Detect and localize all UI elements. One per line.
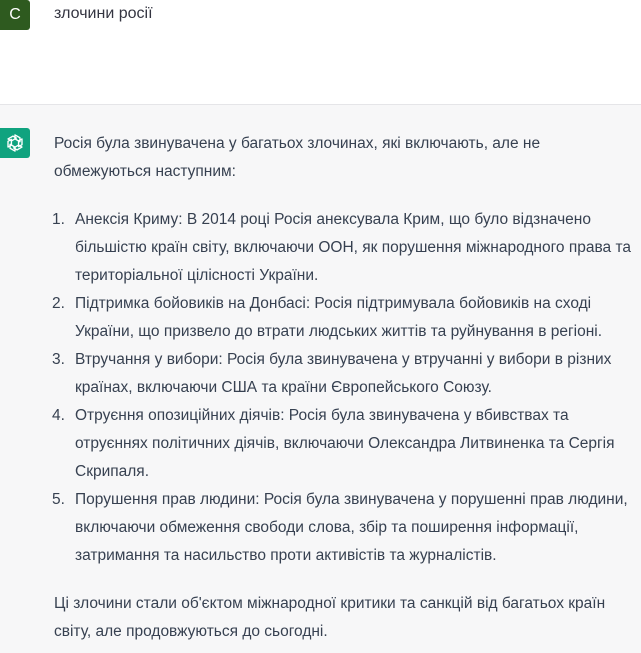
list-item-text: Порушення прав людини: Росія була звинувачена у порушенні прав людини, включаючи обмеження свободи слова, збір та поширення інформації, затримання та насильство проти активістів та журналістів. — [75, 491, 628, 564]
outro-paragraph: Ці злочини стали об'єктом міжнародної критики та санкцій від багатьох країн світу, але продовжуються до сьогодні. — [54, 595, 606, 640]
crime-list — [54, 206, 638, 570]
list-item — [54, 346, 638, 402]
user-message-text: злочини росії — [54, 5, 153, 22]
list-item-number: 1. — [52, 211, 65, 228]
list-item — [54, 290, 638, 346]
assistant-message-content — [54, 130, 638, 646]
list-item-text: Отруєння опозиційних діячів: Росія була звинувачена у вбивствах та отруєннях політичних діячів, включаючи Олександра Литвиненка та Сергія Скрипаля. — [75, 407, 615, 480]
list-item-number: 5. — [52, 491, 65, 508]
assistant-avatar — [0, 128, 30, 158]
user-message — [0, 0, 641, 105]
list-item-text: Анексія Криму: В 2014 році Росія анексувала Крим, що було відзначено більшістю країн світу, включаючи ООН, як порушення міжнародного права та територіальної цілісності України. — [75, 211, 632, 284]
list-item-text: Підтримка бойовиків на Донбасі: Росія підтримувала бойовиків на сході України, що призвело до втрати людських життів та руйнування в регіоні. — [75, 295, 603, 340]
list-item-number: 4. — [52, 407, 65, 424]
intro-paragraph: Росія була звинувачена у багатьох злочинах, які включають, але не обмежуються наступним: — [54, 135, 541, 180]
list-item — [54, 402, 638, 486]
assistant-message — [0, 105, 641, 653]
openai-logo-icon — [4, 132, 26, 154]
list-item-number: 2. — [52, 295, 65, 312]
list-item-text: Втручання у вибори: Росія була звинувачена у втручанні у вибори в різних країнах, включаючи США та країни Європейського Союзу. — [75, 351, 612, 396]
list-item — [54, 486, 638, 570]
list-item-number: 3. — [52, 351, 65, 368]
user-avatar: C — [0, 0, 30, 30]
list-item — [54, 206, 638, 290]
